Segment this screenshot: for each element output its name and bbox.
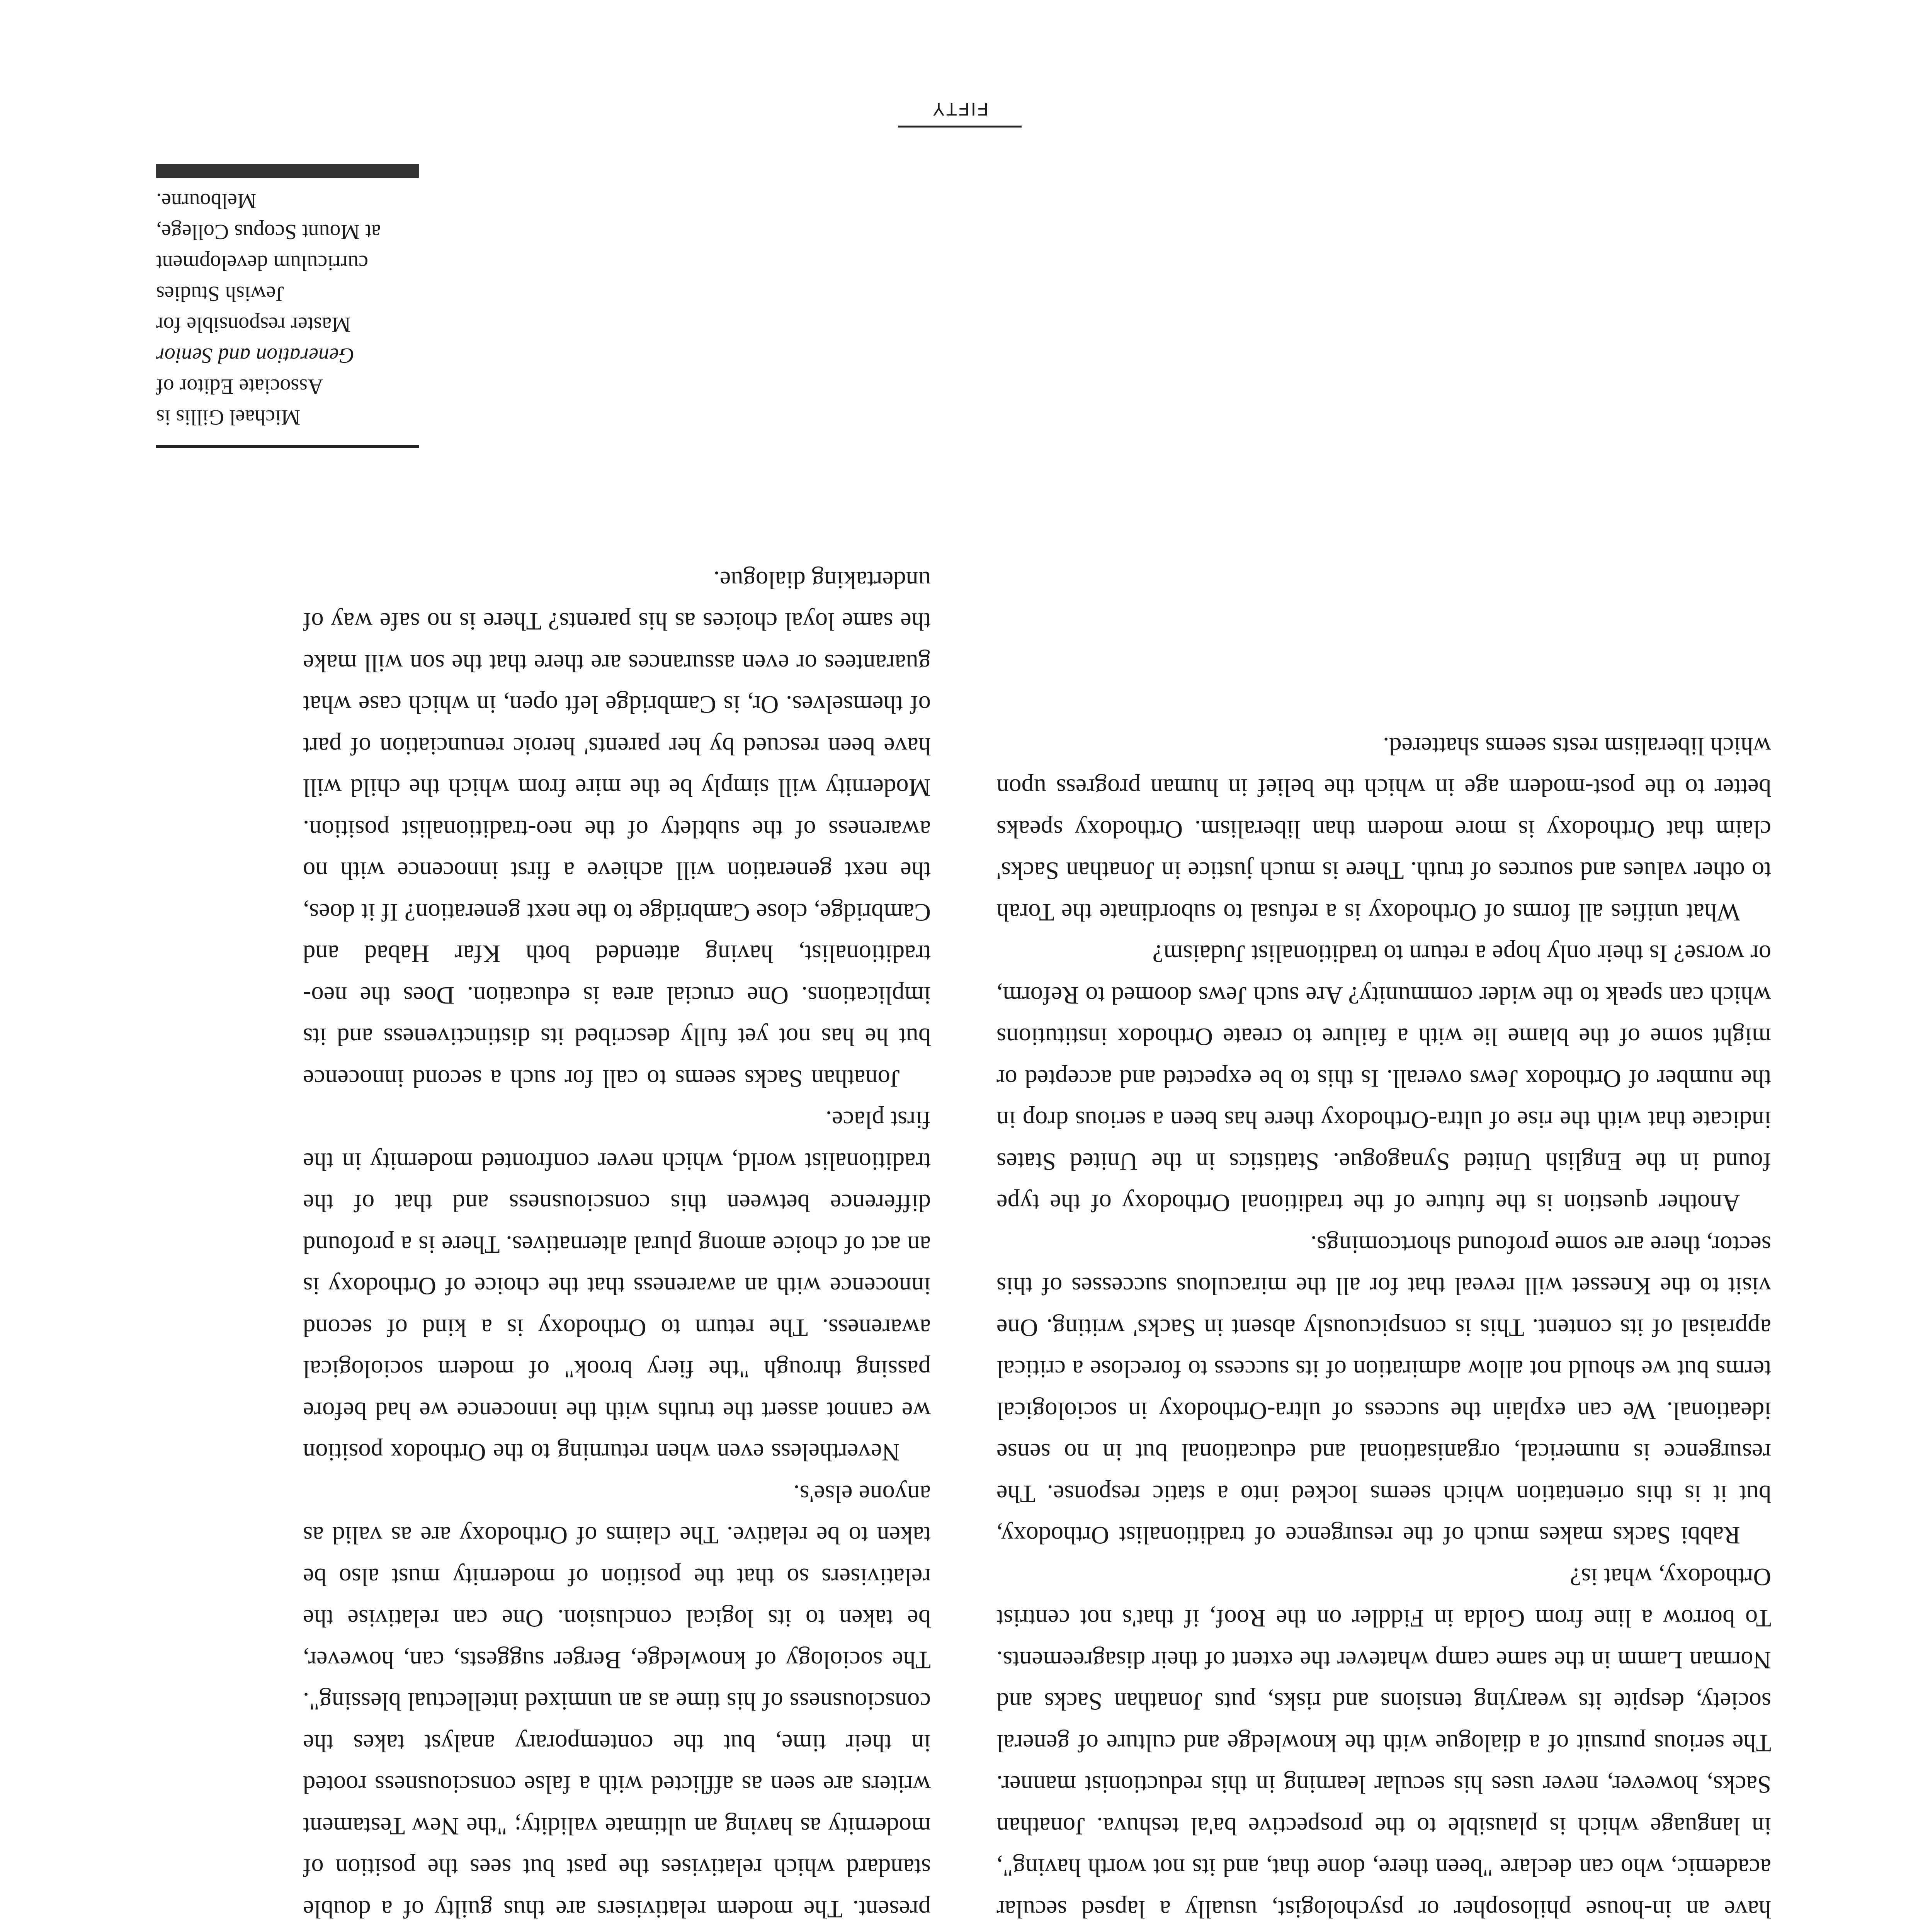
left-column bbox=[996, 726, 1771, 1932]
paragraph: have an in-house philosopher or psychologist, usually a lapsed secular academic, who can declare "been there, done that, and its not worth having", in language which is plausible to the prospective ba'al teshuva. Jonathan Sacks, however, never uses his secular learning in this reductionist manner. The serious pursuit of a dialogue with the knowledge and culture of general society, despite its wearying tensions and risks, puts Jonathan Sacks and Norman Lamm in the same camp whatever the extent of their disagreements. To borrow a line from Golda in Fiddler on the Roof, if that's not centrist Orthodoxy, what is? bbox=[996, 1563, 1771, 1923]
paragraph: Another question is the future of the traditional Orthodoxy of the type found in the English United Synagogue. Statistics in the United States indicate that with the rise of ultra-Orthodoxy there has been a serious drop in the number of Orthodox Jews overall. Is this to be expected and accepted or might some of the blame lie with a failure to create Orthodox institutions which can speak to the wider community? Are such Jews doomed to Reform, or worse? Is their only hope a return to traditionalist Judaism? bbox=[996, 940, 1771, 1217]
folio-rule bbox=[898, 126, 1022, 128]
paragraph: What unifies all forms of Orthodoxy is a refusal to subordinate the Torah to other values and sources of truth. There is much justice in Jonathan Sacks' claim that Orthodoxy is more modern than liberalism. Orthodoxy speaks better to the post-modern age in which the belief in human progress upon which liberalism rests seems shattered. bbox=[996, 733, 1771, 926]
author-line: Jewish Studies bbox=[156, 282, 284, 306]
paragraph: present. The modern relativisers are thus guilty of a double standard which relativises the past but sees the position of modernity as having an ultimate validity; "the New Testament writers are seen as afflicted with a false consciousness rooted in their time, but the contemporary analyst takes the consciousness of his time as an unmixed intellectual blessing". The sociology of knowledge, Berger suggests, can, however, be taken to its logical conclusion. One can relativise the relativisers so that the position of modernity must also be taken to be relative. The claims of Orthodoxy are as valid as anyone else's. bbox=[303, 1480, 931, 1923]
right-column bbox=[303, 560, 931, 1932]
author-line: Melbourne. bbox=[156, 189, 257, 213]
author-line: Master responsible for bbox=[156, 313, 351, 337]
author-line: at Mount Scopus College, bbox=[156, 220, 381, 244]
paragraph: Nevertheless even when returning to the Orthodox position we cannot assert the truths with the innocence we had before passing through "the fiery brook" of modern sociological awareness. The return to Orthodoxy is a kind of second innocence with an awareness that the choice of Orthodoxy is an act of choice among plural alternatives. There is a profound difference between this consciousness and that of the traditionalist world, which never confronted modernity in the first place. bbox=[303, 1106, 931, 1466]
author-bar bbox=[156, 164, 419, 178]
author-line: Associate Editor of bbox=[156, 374, 323, 398]
author-note bbox=[156, 185, 419, 433]
author-rule bbox=[156, 445, 419, 448]
paragraph: Rabbi Sacks makes much of the resurgence of traditionalist Orthodoxy, but it is this orientation which seems locked into a static response. The resurgence is numerical, organisational and educational but in no sense ideational. We can explain the success of ultra-Orthodoxy in sociological terms but we should not allow admiration of its success to foreclose a critical appraisal of its content. This is conspicuously absent in Sacks' writing. One visit to the Knesset will reveal that for all the miraculous successes of this sector, there are some profound shortcomings. bbox=[996, 1231, 1771, 1549]
author-line: Michael Gillis is bbox=[156, 405, 301, 429]
paragraph: Jonathan Sacks seems to call for such a second innocence but he has not yet fully described its distinctiveness and its implications. One crucial area is education. Does the neo-traditionalist, having attended both Kfar Habad and Cambridge, close Cambridge to the next generation? If it does, the next generation will achieve a first innocence with no awareness of the subtlety of the neo-traditionalist position. Modernity will simply be the mire from which the child will have been rescued by her parents' heroic renunciation of part of themselves. Or, is Cambridge left open, in which case what guarantees or even assurances are there that the son will make the same loyal choices as his parents? There is no safe way of undertaking dialogue. bbox=[303, 566, 931, 1092]
author-line: curriculum development bbox=[156, 251, 368, 275]
page-number: FIFTY bbox=[931, 99, 988, 119]
author-line: Generation and Senior bbox=[156, 344, 355, 367]
